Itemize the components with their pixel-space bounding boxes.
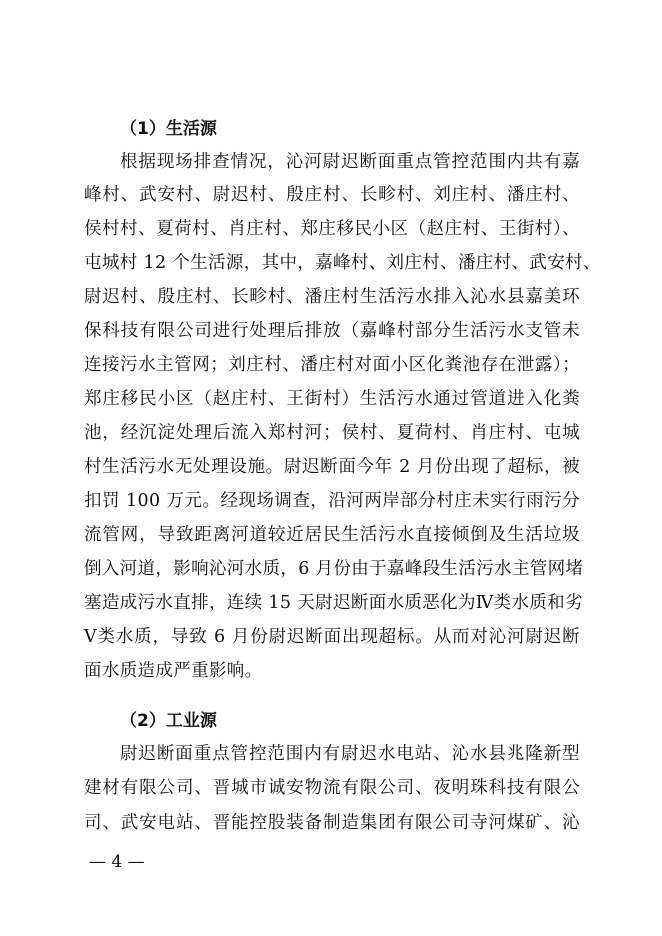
paragraph-line: 面水质造成严重影响。 bbox=[84, 661, 263, 681]
paragraph-line: 扣罚 100 万元。经现场调查，沿河两岸部分村庄未实行雨污分 bbox=[84, 491, 580, 511]
section-heading-domestic-source: （1）生活源 bbox=[120, 119, 217, 139]
paragraph-line: 倒入河道，影响沁河水质，6 月份由于嘉峰段生活污水主管网堵 bbox=[84, 559, 584, 579]
paragraph-line: 根据现场排查情况，沁河尉迟断面重点管控范围内共有嘉 bbox=[120, 152, 580, 172]
paragraph-line: 尉迟村、殷庄村、长畛村、潘庄村生活污水排入沁水县嘉美环 bbox=[84, 287, 580, 307]
paragraph-line: 司、武安电站、晋能控股装备制造集团有限公司寺河煤矿、沁 bbox=[84, 813, 580, 833]
paragraph-line: 建材有限公司、晋城市诚安物流有限公司、夜明珠科技有限公 bbox=[84, 778, 580, 798]
paragraph-line: 尉迟断面重点管控范围内有尉迟水电站、沁水县兆隆新型 bbox=[120, 744, 580, 764]
section-heading-industrial-source: （2）工业源 bbox=[120, 711, 217, 731]
paragraph-line: Ⅴ类水质，导致 6 月份尉迟断面出现超标。从而对沁河尉迟断 bbox=[84, 627, 580, 647]
paragraph-line: 塞造成污水直排，连续 15 天尉迟断面水质恶化为Ⅳ类水质和劣 bbox=[84, 593, 583, 613]
page-number: — 4 — bbox=[89, 852, 145, 872]
paragraph-line: 屯城村 12 个生活源，其中，嘉峰村、刘庄村、潘庄村、武安村、 bbox=[84, 253, 601, 273]
paragraph-line: 保科技有限公司进行处理后排放（嘉峰村部分生活污水支管未 bbox=[84, 321, 580, 341]
paragraph-line: 流管网，导致距离河道较近居民生活污水直接倾倒及生活垃圾 bbox=[84, 525, 580, 545]
paragraph-line: 郑庄移民小区（赵庄村、王街村）生活污水通过管道进入化粪 bbox=[84, 389, 580, 409]
paragraph-line: 池，经沉淀处理后流入郑村河；侯村、夏荷村、肖庄村、屯城 bbox=[84, 423, 580, 443]
paragraph-line: 连接污水主管网；刘庄村、潘庄村对面小区化粪池存在泄露）； bbox=[84, 355, 580, 375]
paragraph-line: 侯村村、夏荷村、肖庄村、郑庄移民小区（赵庄村、王街村）、 bbox=[84, 219, 580, 239]
paragraph-line: 村生活污水无处理设施。尉迟断面今年 2 月份出现了超标，被 bbox=[84, 457, 580, 477]
paragraph-line: 峰村、武安村、尉迟村、殷庄村、长畛村、刘庄村、潘庄村、 bbox=[84, 185, 580, 205]
